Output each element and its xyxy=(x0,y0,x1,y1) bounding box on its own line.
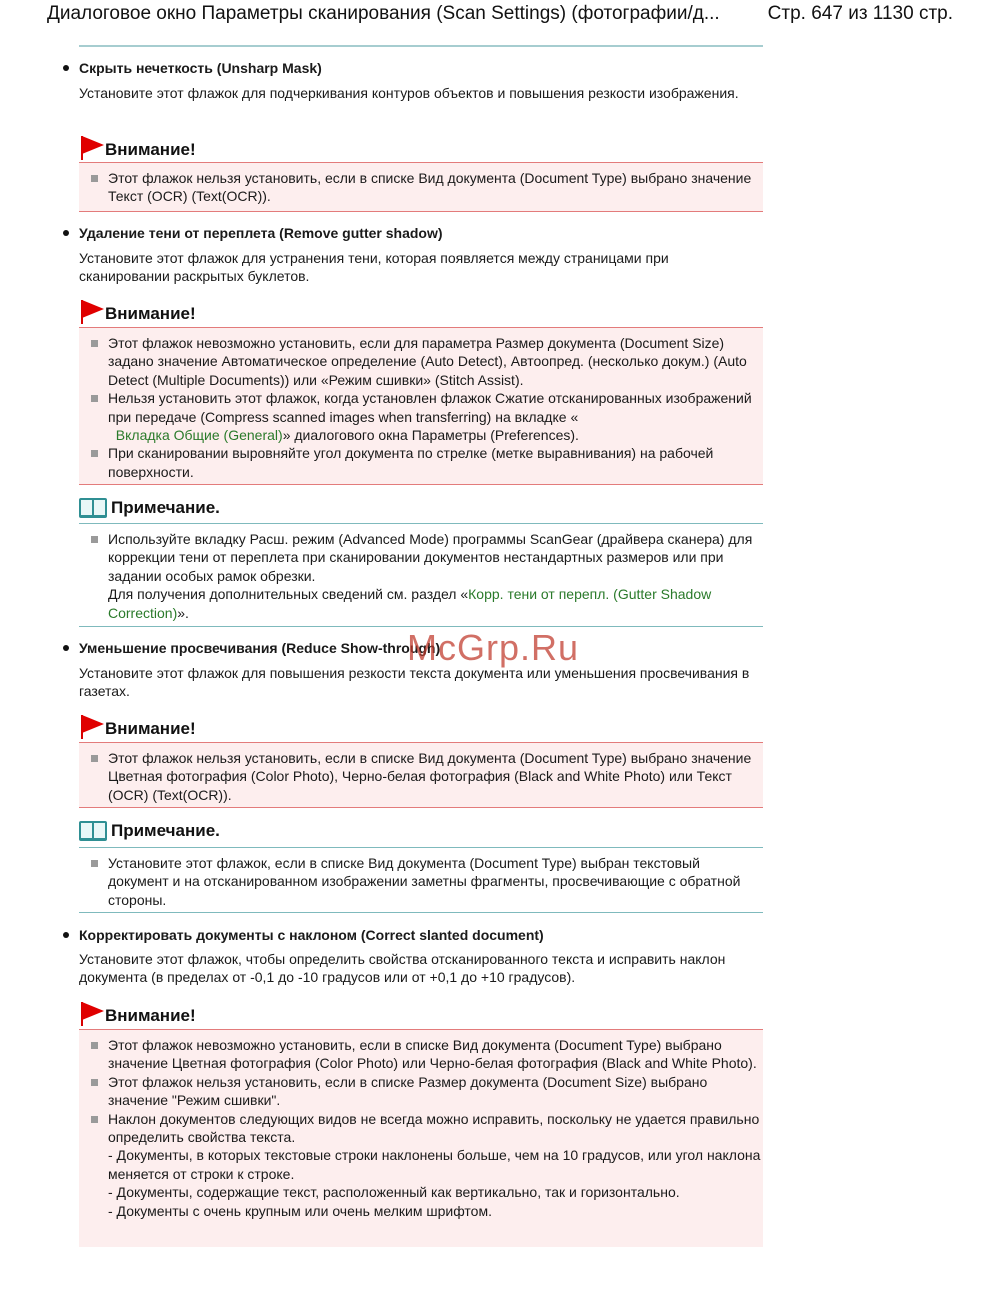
note-title xyxy=(79,821,220,841)
red-flag-icon xyxy=(79,715,105,739)
section-description: Установите этот флажок для подчеркивания контуров объектов и повышения резкости изображения. xyxy=(79,85,739,101)
note-title xyxy=(79,498,220,518)
note-title-text: Примечание. xyxy=(111,821,220,840)
note-box xyxy=(79,847,763,913)
note-item-text: ». xyxy=(177,604,189,621)
warning-item-text: Этот флажок нельзя установить, если в списке Размер документа (Document Size) выбрано значение "Режим сшивки". xyxy=(108,1073,708,1109)
section-heading-remove-gutter-shadow xyxy=(63,225,443,241)
bullet-icon xyxy=(63,645,69,651)
square-bullet-icon xyxy=(91,1042,98,1049)
section-heading-text: Скрыть нечеткость (Unsharp Mask) xyxy=(79,60,322,76)
section-heading-correct-slanted-document xyxy=(63,927,544,943)
book-icon xyxy=(79,498,107,518)
bullet-icon xyxy=(63,932,69,938)
red-flag-icon xyxy=(79,1002,105,1026)
square-bullet-icon xyxy=(91,1079,98,1086)
section-description: Установите этот флажок для устранения тени, которая появляется между страницами при сканировании раскрытых буклетов. xyxy=(79,250,669,285)
warning-item xyxy=(79,389,763,444)
page-counter: Стр. 647 из 1130 стр. xyxy=(767,3,953,24)
warning-item xyxy=(79,1036,763,1073)
warning-title-text: Внимание! xyxy=(105,304,196,323)
warning-item xyxy=(79,169,763,206)
note-title-text: Примечание. xyxy=(111,498,220,517)
red-flag-icon xyxy=(79,136,105,160)
warning-title-text: Внимание! xyxy=(105,1006,196,1025)
square-bullet-icon xyxy=(91,1116,98,1123)
warning-item-text: Нельзя установить этот флажок, когда установлен флажок Сжатие отсканированных изображений при передаче (Compress scanned images when transferring) на вкладке « xyxy=(108,390,752,425)
note-item xyxy=(79,854,763,909)
section-description: Установите этот флажок, чтобы определить свойства отсканированного текста и исправить наклон документа (в пределах от -0,1 до -10 градусов или от +0,1 до +10 градусов). xyxy=(79,951,726,986)
section-heading-text: Уменьшение просвечивания (Reduce Show-through) xyxy=(79,640,441,656)
square-bullet-icon xyxy=(91,395,98,402)
warning-item-text: Этот флажок нельзя установить, если в списке Вид документа (Document Type) выбрано значение Текст (OCR) (Text(OCR)). xyxy=(108,170,752,205)
section-heading-unsharp-mask xyxy=(63,60,322,76)
warning-box xyxy=(79,327,763,485)
note-item-text: Установите этот флажок, если в списке Вид документа (Document Type) выбран текстовый документ и на отсканированном изображении заметны фрагменты, просвечивающие с обратной стороны. xyxy=(108,855,741,908)
warning-subitem-text: - Документы, содержащие текст, расположенный как вертикально, так и горизонтально. xyxy=(108,1184,680,1201)
warning-title xyxy=(79,300,196,324)
warning-item xyxy=(79,749,763,804)
page-header xyxy=(0,2,1000,34)
warning-box xyxy=(79,162,763,212)
warning-title xyxy=(79,1002,196,1026)
watermark: McGrp.Ru xyxy=(407,627,580,668)
note-item xyxy=(79,530,763,622)
warning-title-text: Внимание! xyxy=(105,140,196,159)
warning-item-text: Этот флажок нельзя установить, если в списке Вид документа (Document Type) выбрано значение Цветная фотография (Color Photo), Черно-белая фотография (Black and White Photo) или Текст (OCR) (Text(OCR)). xyxy=(108,750,752,803)
warning-box xyxy=(79,742,763,808)
bullet-icon xyxy=(63,65,69,71)
warning-subitem-text: - Документы с очень крупным или очень мелким шрифтом. xyxy=(108,1202,492,1219)
bullet-icon xyxy=(63,230,69,236)
section-heading-reduce-show-through xyxy=(63,640,440,656)
warning-title xyxy=(79,136,196,160)
gutter-shadow-correction-link[interactable]: Корр. тени от перепл. (Gutter Shadow Correction) xyxy=(108,586,712,621)
note-item-text: Для получения дополнительных сведений см. раздел « xyxy=(108,586,469,603)
warning-item-text: При сканировании выровняйте угол документа по стрелке (метке выравнивания) на рабочей поверхности. xyxy=(108,445,714,480)
warning-box xyxy=(79,1029,763,1247)
general-tab-link[interactable]: Вкладка Общие (General) xyxy=(115,427,283,444)
warning-item-text: Этот флажок невозможно установить, если в списке Вид документа (Document Type) выбрано значение Цветная фотография (Color Photo) или Черно-белая фотография (Black and White Photo). xyxy=(108,1037,757,1072)
book-icon xyxy=(79,821,107,841)
section-heading-text: Корректировать документы с наклоном (Correct slanted document) xyxy=(79,927,544,943)
square-bullet-icon xyxy=(91,450,98,457)
top-divider xyxy=(79,45,763,47)
warning-item-text: Этот флажок невозможно установить, если для параметра Размер документа (Document Size) задано значение Автоматическое определение (Auto Detect), Автоопред. (несколько докум.) (Auto Detect (Multiple Documents)) или «Режим сшивки» (Stitch Assist). xyxy=(108,335,747,388)
square-bullet-icon xyxy=(91,860,98,867)
red-flag-icon xyxy=(79,300,105,324)
square-bullet-icon xyxy=(91,340,98,347)
warning-title-text: Внимание! xyxy=(105,719,196,738)
square-bullet-icon xyxy=(91,175,98,182)
warning-item xyxy=(79,1110,763,1220)
warning-item-text: » диалогового окна Параметры (Preferences). xyxy=(282,427,579,444)
note-box xyxy=(79,523,763,627)
section-heading-text: Удаление тени от переплета (Remove gutter shadow) xyxy=(79,225,443,241)
warning-subitem-text: - Документы, в которых текстовые строки наклонены больше, чем на 10 градусов, или угол наклона меняется от строки к строке. xyxy=(108,1147,761,1182)
square-bullet-icon xyxy=(91,755,98,762)
square-bullet-icon xyxy=(91,536,98,543)
warning-item xyxy=(79,334,763,389)
note-item-text: Используйте вкладку Расш. режим (Advanced Mode) программы ScanGear (драйвера сканера) для коррекции тени от переплета при сканировании документов нестандартных размеров или при задании особых рамок обрезки. xyxy=(108,531,753,584)
warning-item xyxy=(79,444,763,481)
section-description: Установите этот флажок для повышения резкости текста документа или уменьшения просвечивания в газетах. xyxy=(79,665,750,700)
warning-item-text: Наклон документов следующих видов не всегда можно исправить, поскольку не удается правильно определить свойства текста. xyxy=(108,1110,760,1146)
document-title: Диалоговое окно Параметры сканирования (Scan Settings) (фотографии/д... xyxy=(47,3,720,24)
warning-item xyxy=(79,1073,763,1110)
warning-title xyxy=(79,715,196,739)
